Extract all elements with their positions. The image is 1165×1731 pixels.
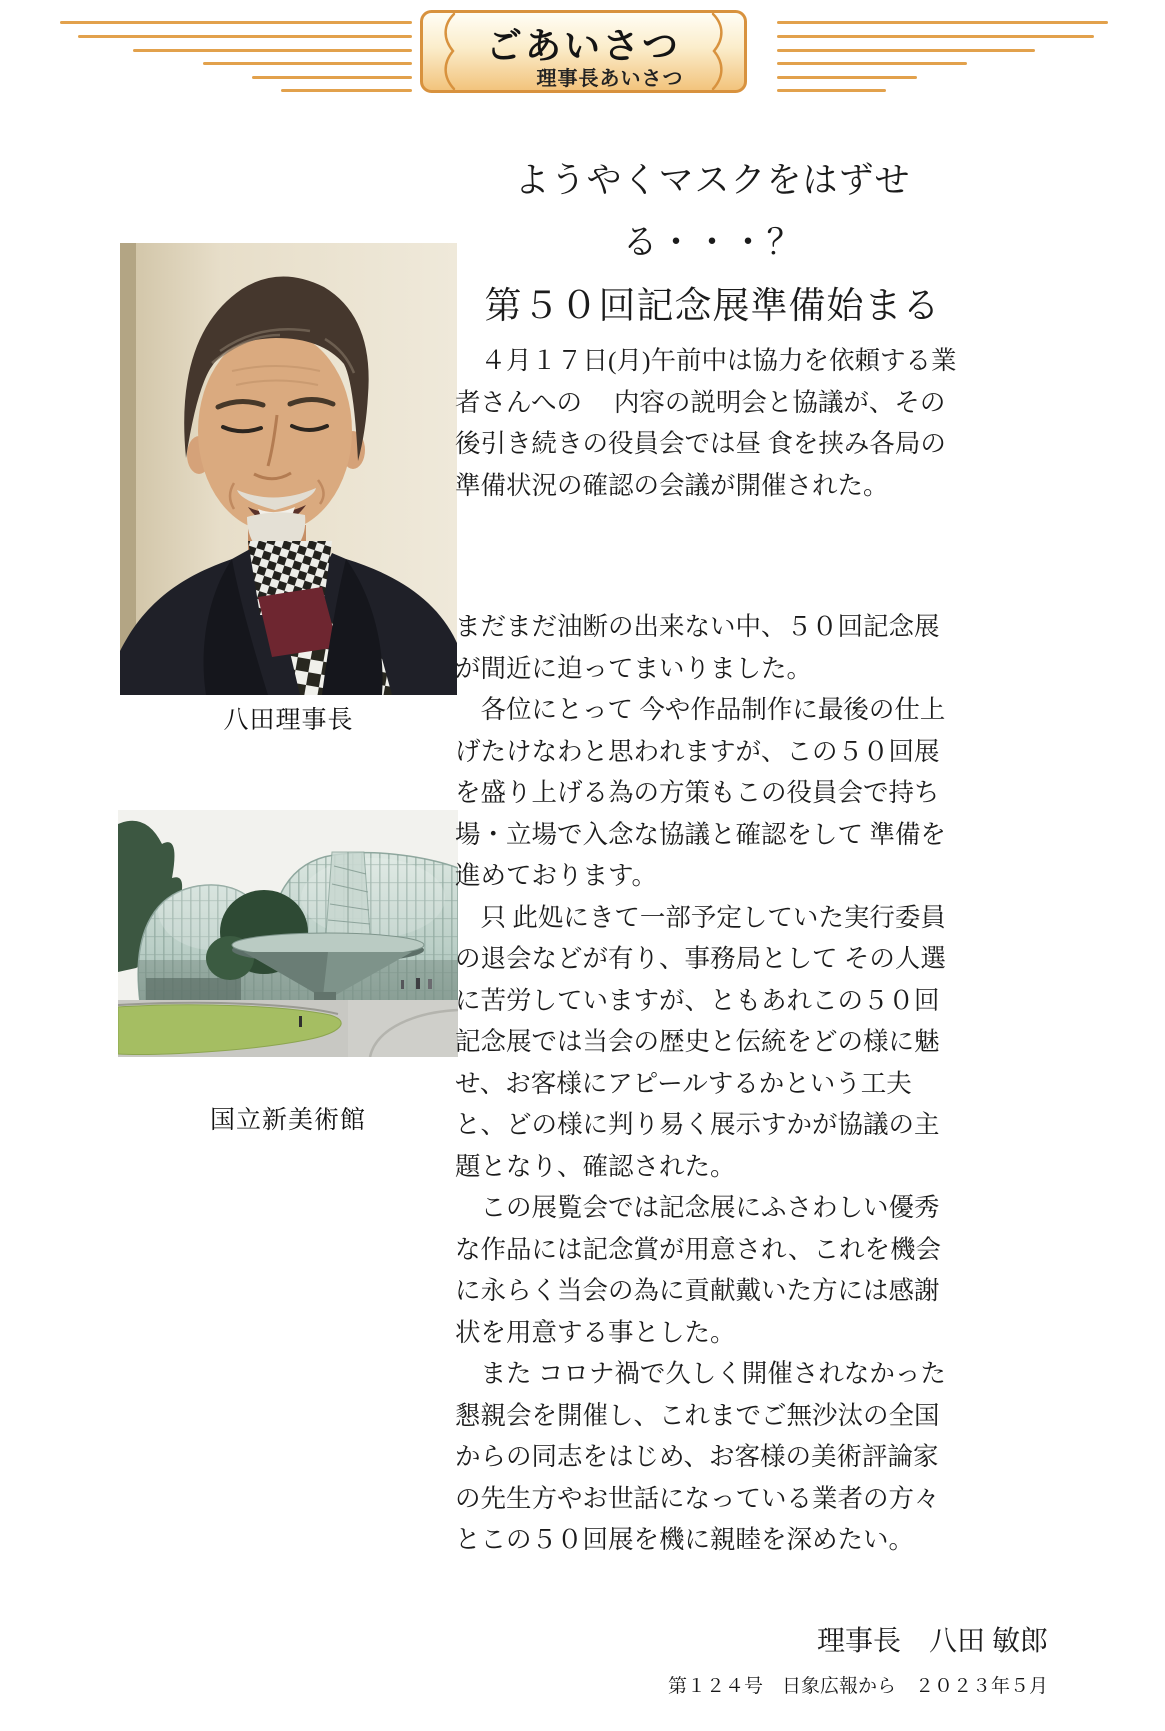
text-line: この展覧会では記念展にふさわしい優秀	[455, 1193, 940, 1222]
article-headline-line2: る・・・？	[622, 223, 803, 262]
decorative-line	[777, 62, 967, 65]
text-line: まだまだ油断の出来ない中、５０回記念展	[455, 612, 940, 641]
text-line: ４月１７日(月)午前中は協力を依頼する業	[455, 346, 957, 375]
chairman-portrait-illustration	[120, 243, 457, 695]
text-line: の退会などが有り、事務局として その人選	[455, 944, 946, 973]
decorative-line	[281, 89, 412, 92]
text-line: 記念展では当会の歴史と伝統をどの様に魅	[455, 1027, 940, 1056]
body-paragraph-1	[455, 606, 970, 689]
text-line: とこの５０回展を機に親睦を深めたい。	[455, 1525, 915, 1554]
text-line: 進めております。	[455, 861, 657, 890]
body-paragraph-3	[455, 897, 970, 1188]
text-line: な作品には記念賞が用意され、これを機会	[455, 1234, 942, 1264]
text-line: 後引き続きの役員会では昼 食を挟み各局の	[455, 429, 946, 458]
decorative-line	[777, 21, 1108, 24]
decorative-line	[60, 21, 412, 24]
text-line: に永らく当会の為に貢献戴いた方には感謝	[455, 1276, 940, 1305]
paragraph-gap	[455, 506, 970, 606]
body-paragraph-5	[455, 1353, 970, 1561]
text-line: と、どの様に判り易く展示すかが協議の主	[455, 1110, 940, 1139]
text-line: の先生方やお世話になっている業者の方々	[455, 1483, 940, 1513]
museum-photo	[118, 810, 458, 1057]
text-line: 準備状況の確認の会議が開催された。	[455, 470, 889, 500]
museum-photo-caption: 国立新美術館	[209, 1107, 366, 1134]
source-note: 第１２４号 日象広報から ２０２３年５月	[667, 1675, 1048, 1697]
intro-paragraph	[455, 340, 970, 506]
text-line: 懇親会を開催し、これまでご無沙汰の全国	[455, 1400, 940, 1430]
museum-illustration	[118, 810, 458, 1057]
text-line: せ、お客様にアピールするかという工夫	[455, 1068, 912, 1098]
decorative-line	[133, 49, 412, 52]
text-line: が間近に迫ってまいりました。	[455, 653, 813, 683]
text-line: 場・立場で入念な協議と確認をして 準備を	[455, 819, 946, 849]
text-line: に苦労していますが、ともあれこの５０回	[455, 985, 940, 1015]
body-paragraph-4	[455, 1187, 970, 1353]
text-line: を盛り上げる為の方策もこの役員会で持ち	[455, 778, 940, 807]
text-line: げたけなわと思われますが、この５０回展	[455, 736, 940, 766]
decorative-line	[252, 76, 412, 79]
section-title: ごあいさつ	[485, 25, 681, 66]
section-subtitle: 理事長あいさつ	[536, 68, 684, 90]
article-headline-line1: ようやくマスクをはずせ	[514, 161, 911, 200]
text-line: 者さんへの 内容の説明会と協議が、その	[455, 387, 946, 417]
decorative-line	[78, 35, 412, 38]
signature: 理事長 八田 敏郎	[816, 1625, 1048, 1657]
decorative-line	[777, 49, 1035, 52]
text-line: また コロナ禍で久しく開催されなかった	[455, 1359, 946, 1388]
body-paragraph-2	[455, 689, 970, 897]
text-line: 各位にとって 今や作品制作に最後の仕上	[455, 695, 946, 724]
section-banner	[420, 10, 747, 93]
text-line: からの同志をはじめ、お客様の美術評論家	[455, 1442, 939, 1471]
decorative-line	[777, 76, 917, 79]
article	[455, 150, 1048, 1701]
chairman-photo-caption: 八田理事長	[223, 707, 354, 734]
text-line: 状を用意する事とした。	[455, 1317, 736, 1347]
decorative-line	[777, 89, 886, 92]
article-subheadline: 第５０回記念展準備始まる	[484, 286, 941, 327]
decorative-line	[203, 62, 412, 65]
text-line: 題となり、確認された。	[455, 1151, 736, 1181]
chairman-photo	[120, 243, 457, 695]
text-line: 只 此処にきて一部予定していた実行委員	[455, 902, 946, 932]
decorative-line	[777, 35, 1094, 38]
